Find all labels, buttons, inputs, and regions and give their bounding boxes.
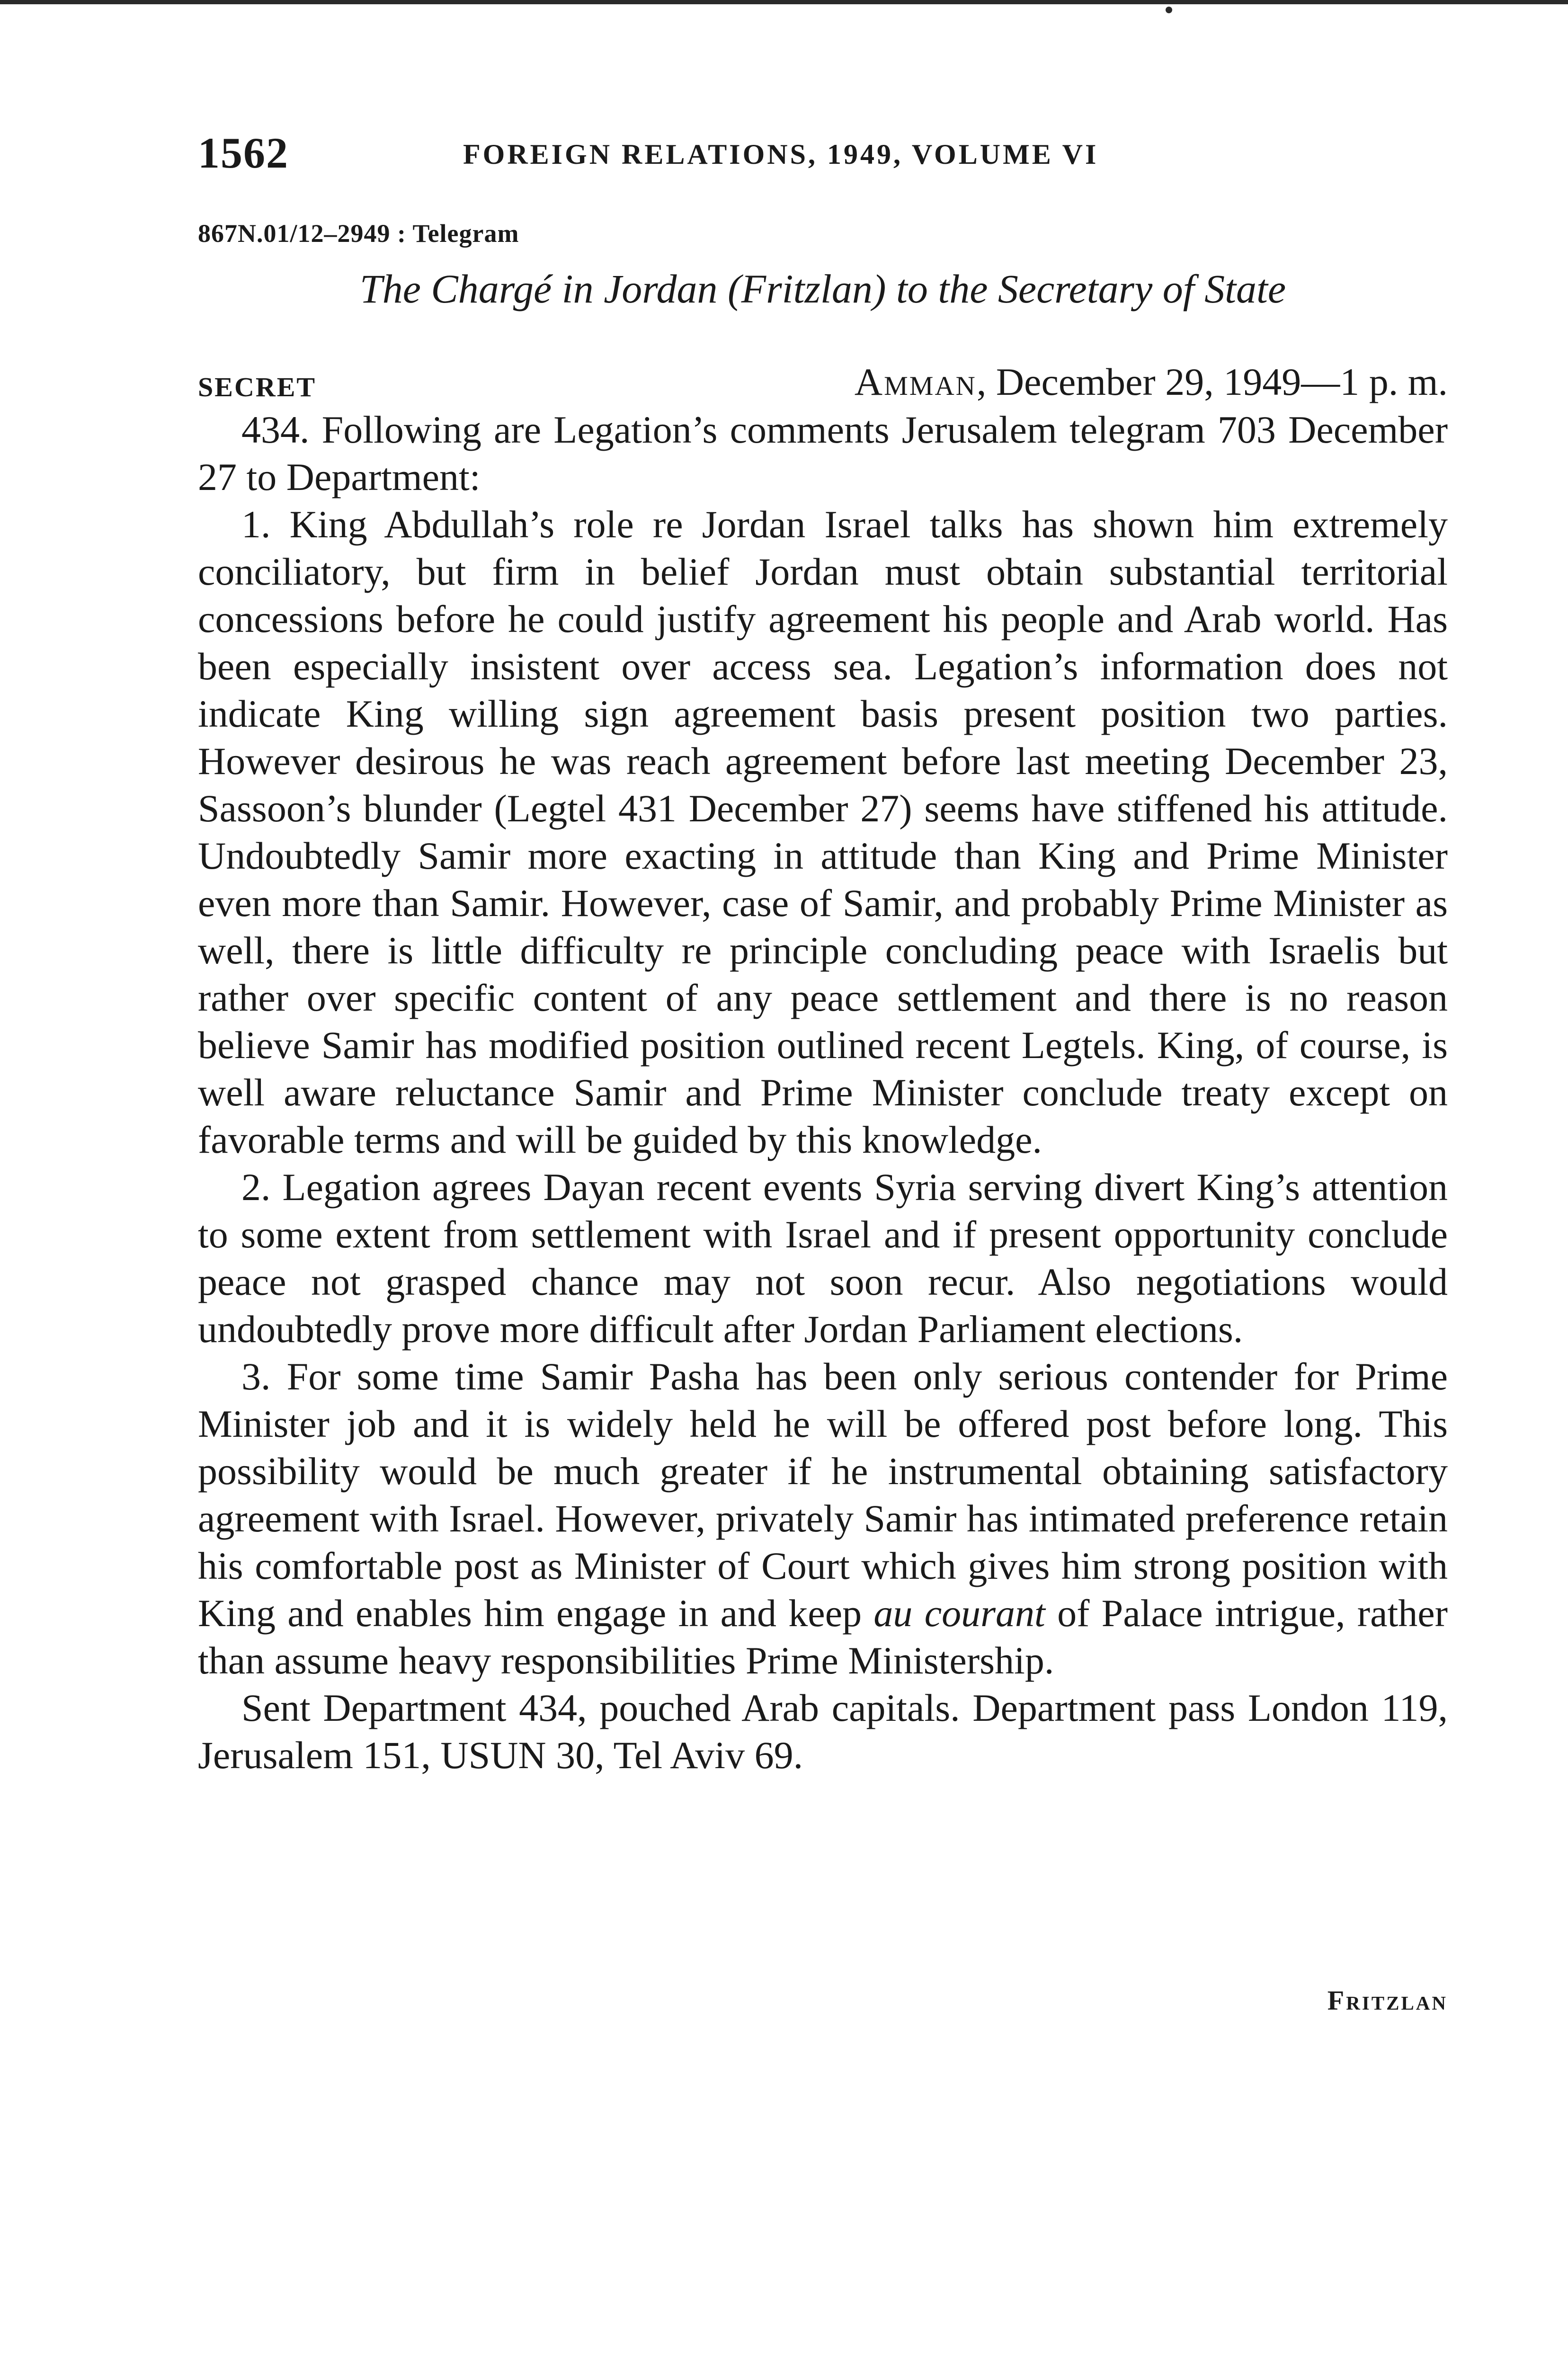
running-head	[198, 128, 1448, 180]
print-speck	[1166, 7, 1172, 13]
paragraph-3-italic: au courant	[873, 1592, 1045, 1635]
paragraph-closing: Sent Department 434, pouched Arab capitals. Department pass London 119, Jerusalem 151, USUN 30, Tel Aviv 69.	[198, 1686, 1448, 1777]
paragraph-2: 2. Legation agrees Dayan recent events Syria serving divert King’s attention to some extent from settlement with Israel and if present opportunity conclude peace not grasped chance may not soon recur. Also negotiations would undoubtedly prove more difficult after Jordan Parliament elections.	[198, 1166, 1448, 1351]
dateline-place: Amman	[854, 360, 977, 403]
signature: Fritzlan	[1327, 1985, 1448, 2016]
page-number: 1562	[198, 129, 289, 177]
top-edge-rule	[0, 0, 1568, 4]
paragraph-intro: 434. Following are Legation’s comments Jerusalem telegram 703 December 27 to Department:	[198, 408, 1448, 498]
paragraph-1: 1. King Abdullah’s role re Jordan Israel talks has shown him extremely conciliatory, but firm in belief Jordan must obtain substantial territorial concessions before he could justify agreement his people and Arab world. Has been especially insistent over access sea. Legation’s information does not indicate King willing sign agreement basis present position two parties. However desirous he was reach agreement before last meeting December 23, Sassoon’s blunder (Legtel 431 December 27) seems have stiffened his attitude. Undoubtedly Samir more exacting in attitude than King and Prime Minister even more than Samir. However, case of Samir, and probably Prime Minister as well, there is little difficulty re principle concluding peace with Israelis but rather over specific content of any peace settlement and there is no reason believe Samir has modified position outlined recent Legtels. King, of course, is well aware reluctance Samir and Prime Minister conclude treaty except on favorable terms and will be guided by this knowledge.	[198, 503, 1448, 1161]
document-title: The Chargé in Jordan (Fritzlan) to the Secretary of State	[359, 266, 1286, 311]
telegram-body	[198, 406, 1448, 1779]
file-reference: 867N.01/12–2949 : Telegram	[198, 219, 519, 248]
dateline-date: , December 29, 1949—1 p. m.	[976, 360, 1448, 403]
paragraph-3	[198, 1353, 1448, 1684]
running-title: FOREIGN RELATIONS, 1949, VOLUME VI	[463, 139, 1099, 170]
paragraph-3-text-a: 3. For some time Samir Pasha has been only serious contender for Prime Minister job and it is widely held he will be offered post before long. This possibility would be much greater if he instrumental obtaining satisfactory agreement with Israel. However, privately Samir has intimated preference retain his comfortable post as Minister of Court which gives him strong position with King and enables him engage in and keep	[198, 1355, 1448, 1635]
paragraph-3-text-b: of Palace intrigue, rather than assume heavy responsibilities Prime Ministership.	[198, 1592, 1448, 1682]
classification-label: SECRET	[198, 372, 317, 402]
dateline	[855, 360, 1448, 404]
classification-line	[198, 360, 1448, 412]
